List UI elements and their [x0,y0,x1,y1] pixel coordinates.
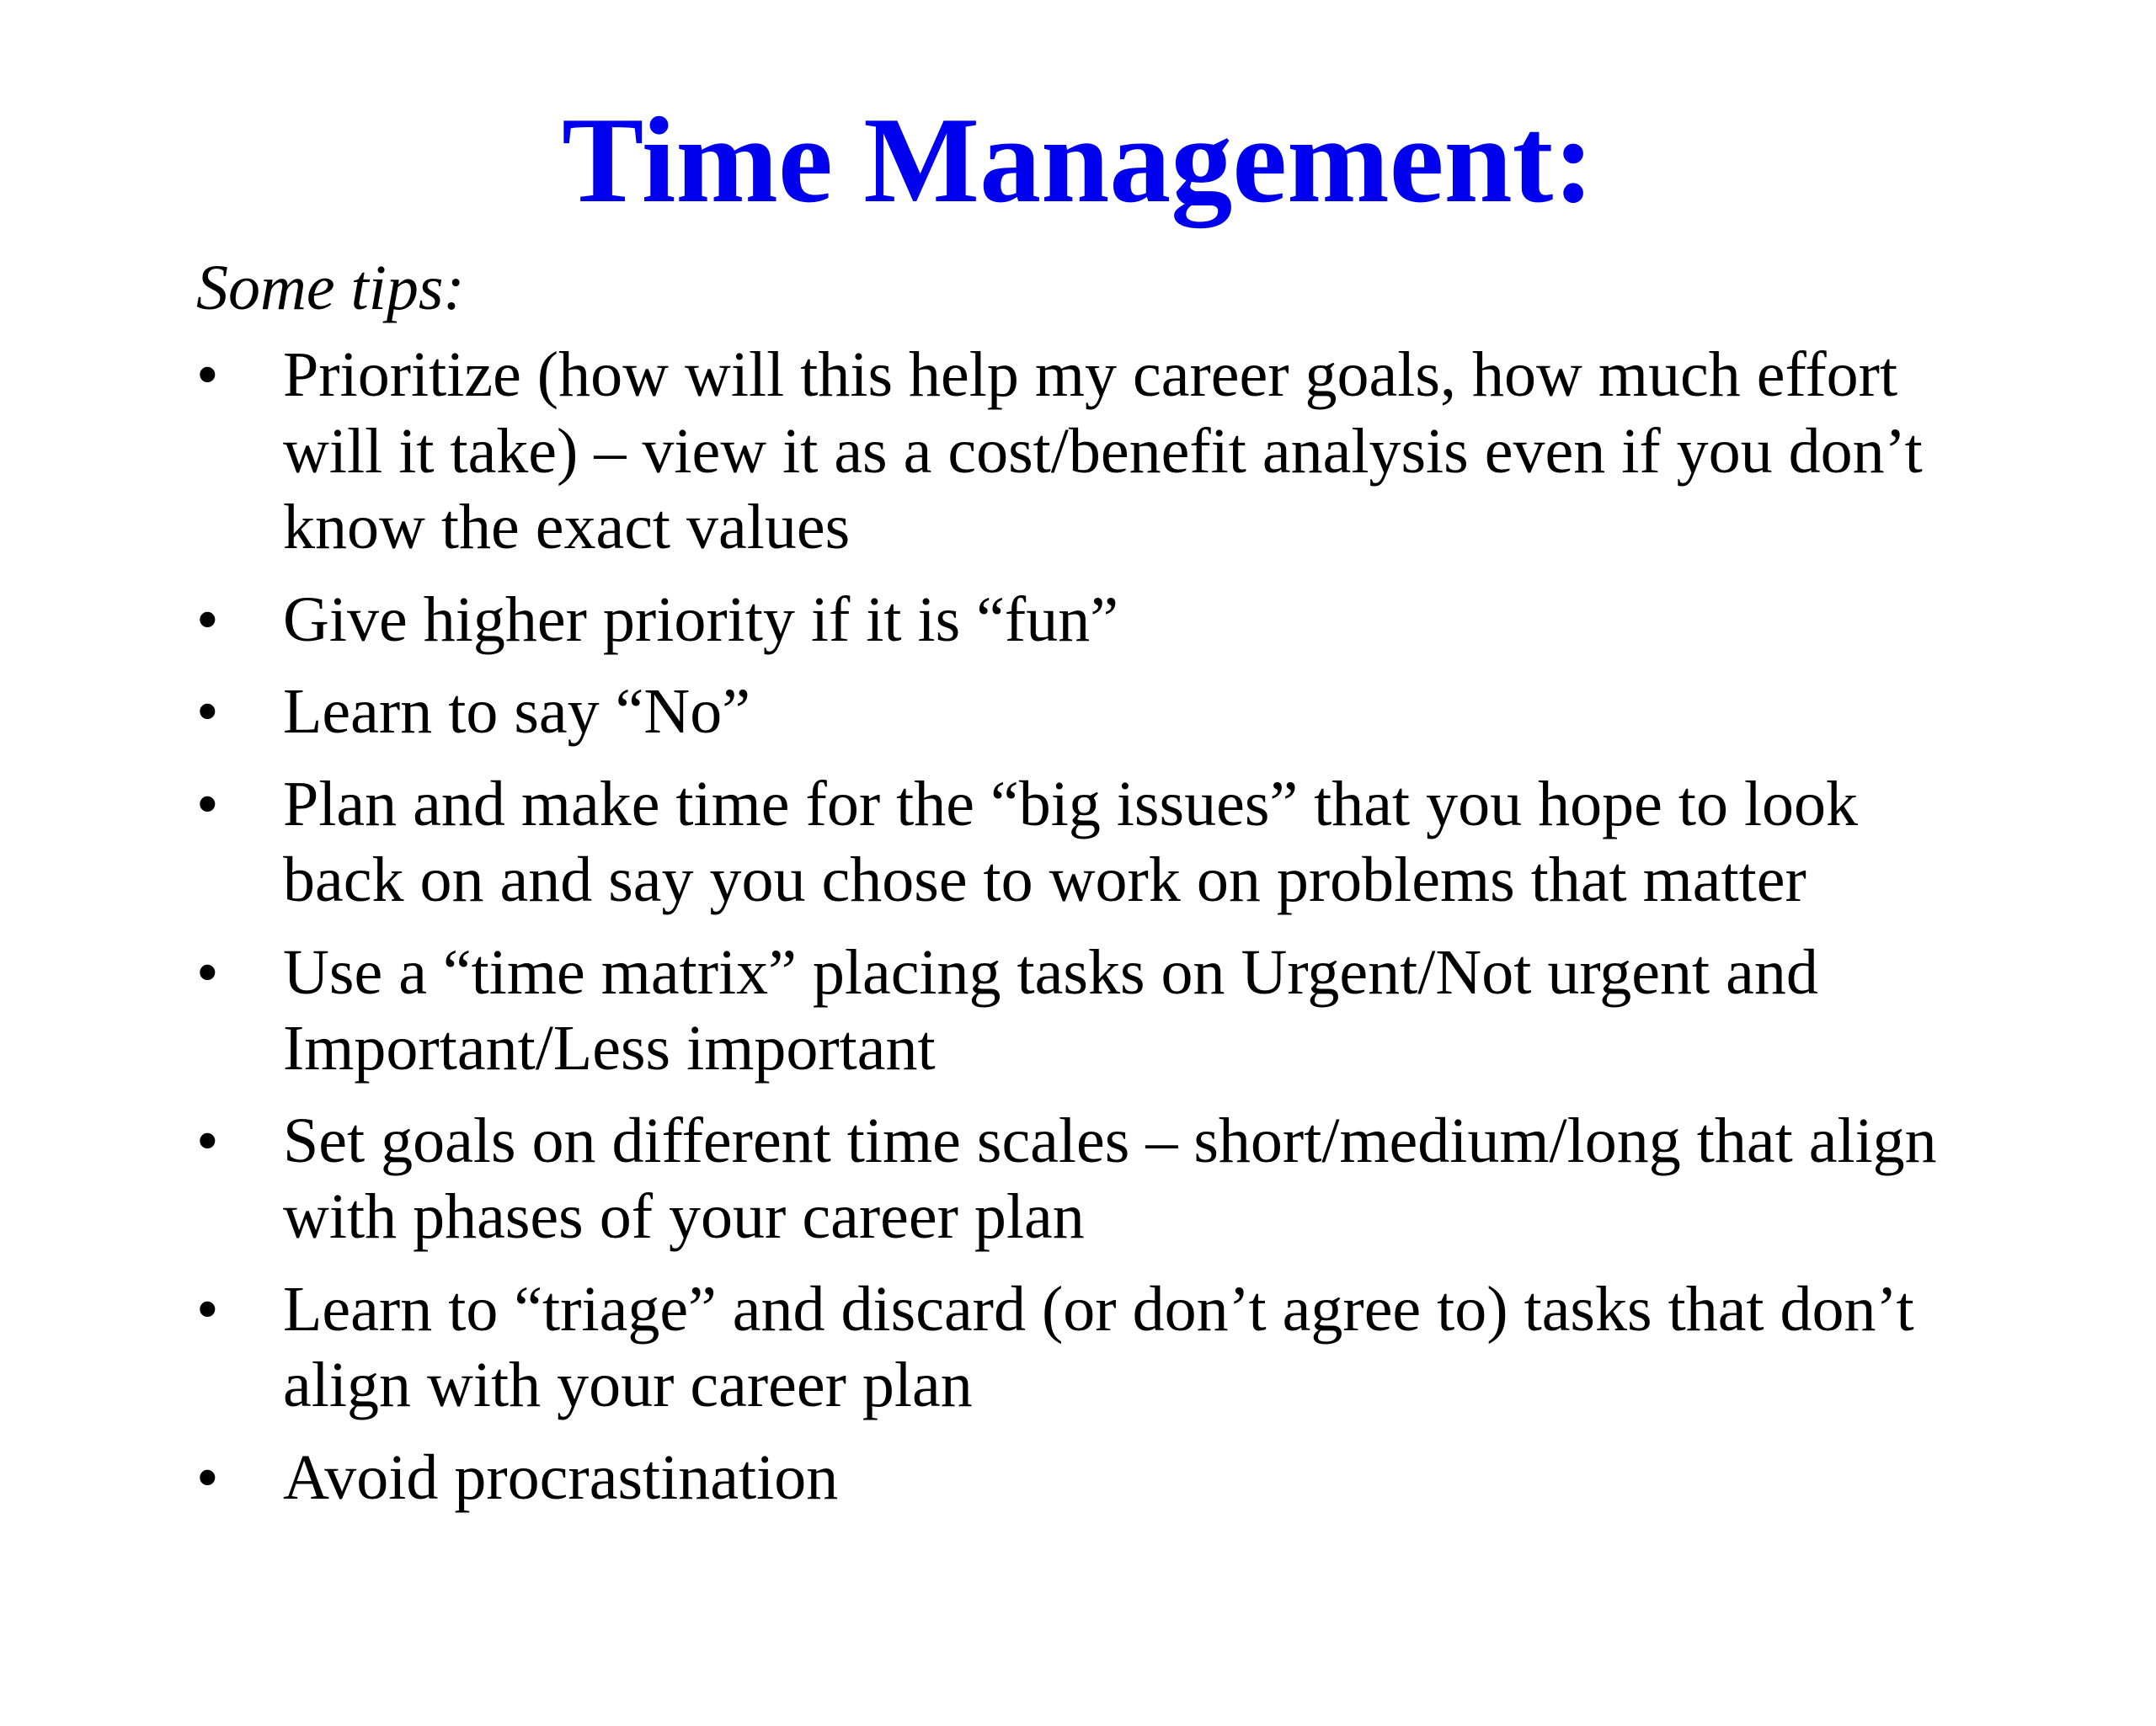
list-item-text: Set goals on different time scales – short/medium/long that align with phases of your career plan [283,1105,1937,1252]
slide-title: Time Management: [562,92,1594,228]
list-item-text: Give higher priority if it is “fun” [283,583,1118,655]
list-item [196,337,1965,566]
list-item-text: Learn to say “No” [283,676,750,747]
list-item [196,1271,1965,1424]
bullet-icon: • [196,936,219,1008]
list-item [196,935,1965,1087]
slide-subtitle: Some tips: [196,253,465,323]
list-item-text: Prioritize (how will this help my career goals, how much effort will it take) – view it as a cost/benefit analysis even if you don’t know the exact values [283,339,1923,562]
bullet-icon: • [196,1105,219,1176]
list-item-text: Use a “time matrix” placing tasks on Urgent/Not urgent and Important/Less important [283,936,1818,1084]
bullet-icon: • [196,583,219,655]
list-item-text: Plan and make time for the “big issues” that you hope to look back on and say you chose to work on problems that matter [283,768,1859,915]
list-item [196,1103,1965,1255]
list-item [196,582,1965,658]
list-item-text: Avoid procrastination [283,1441,839,1513]
list-item [196,1440,1965,1516]
list-item [196,674,1965,750]
bullet-icon: • [196,768,219,839]
bullet-icon: • [196,339,219,410]
list-item [196,766,1965,919]
tips-list [196,337,1965,1532]
bullet-icon: • [196,1441,219,1513]
bullet-icon: • [196,1273,219,1345]
list-item-text: Learn to “triage” and discard (or don’t agree to) tasks that don’t align with your career plan [283,1273,1914,1420]
bullet-icon: • [196,676,219,747]
